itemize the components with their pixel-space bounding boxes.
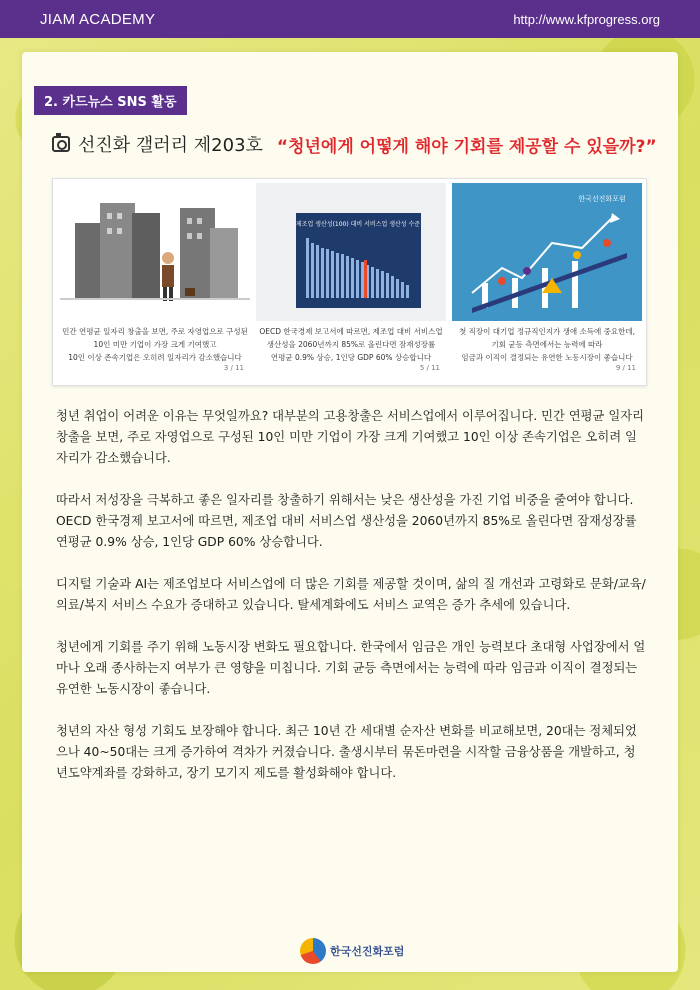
chart-title: 제조업 생산성(100) 대비 서비스업 생산성 수준: [295, 221, 421, 228]
caption-line: 10인 미만 기업이 가장 크게 기여했고: [93, 340, 217, 349]
camera-icon: [52, 136, 70, 152]
caption-line: OECD 한국경제 보고서에 따르면, 제조업 대비 서비스업: [259, 327, 443, 336]
forum-logo-icon: [300, 938, 326, 964]
buildings-illustration: [60, 183, 250, 321]
footer-logo-text: 한국선진화포럼: [330, 945, 405, 958]
paragraph: 청년 취업이 어려운 이유는 무엇일까요? 대부분의 고용창출은 서비스업에서 이루어집니다. 민간 연평균 일자리 창출을 보면, 주로 자영업으로 구성된 10인 미만 기업이 가장 크게 기여했고 10인 이상 존속기업은 오히려 일자리가 감소했습니다.: [56, 409, 644, 465]
header-bar: [0, 0, 700, 38]
caption-line: 기회 균등 측면에서는 능력에 따라: [491, 340, 603, 349]
site-url-link[interactable]: http://www.kfprogress.org: [513, 11, 660, 27]
card-page-number: 3 / 11: [223, 364, 244, 372]
card-caption: [60, 325, 250, 364]
section-badge: 2. 카드뉴스 SNS 활동: [34, 86, 187, 115]
caption-line: 임금과 이직이 결정되는 유연한 노동시장이 좋습니다: [461, 353, 633, 362]
brand-label: JIAM ACADEMY: [40, 10, 156, 28]
forum-logo-text: 한국선진화포럼: [578, 195, 626, 203]
gallery-title: 선진화 갤러리 제203호: [78, 135, 263, 156]
caption-line: 생산성을 2060년까지 85%로 올린다면 잠재성장률: [266, 340, 436, 349]
card-gallery: [52, 178, 647, 386]
productivity-chart-image: [256, 183, 446, 321]
caption-line: 첫 직장이 대기업 정규직인지가 생애 소득에 중요한데,: [458, 327, 636, 336]
card-page-number: 5 / 11: [419, 364, 440, 372]
card-caption: [452, 325, 642, 364]
card-caption: [256, 325, 446, 364]
growth-illustration: [452, 183, 642, 321]
article-body: [56, 406, 646, 805]
gallery-card-1[interactable]: [57, 183, 253, 381]
paragraph: 따라서 저성장을 극복하고 좋은 일자리를 창출하기 위해서는 낮은 생산성을 가진 기업 비중을 줄여야 합니다. OECD 한국경제 보고서에 따르면, 제조업 대비 서비스업 생산성을 2060년까지 85%로 올린다면 잠재성장률 연평균 0.9% 상승, 1인당 GDP 60% 상승합니다.: [56, 493, 637, 549]
caption-line: 10인 이상 존속기업은 오히려 일자리가 감소했습니다: [68, 353, 242, 362]
gallery-heading: [52, 131, 657, 157]
gallery-card-3[interactable]: [449, 183, 645, 381]
paragraph: 청년의 자산 형성 기회도 보장해야 합니다. 최근 10년 간 세대별 순자산 변화를 비교해보면, 20대는 정체되었으나 40~50대는 크게 증가하여 격차가 커졌습니다. 출생시부터 묶돈마련을 시작할 금융상품을 개발하고, 청년도약계좌를 강화하고, 장기 모기지 제도를 활성화해야 합니다.: [56, 724, 637, 780]
caption-line: 연평균 0.9% 상승, 1인당 GDP 60% 상승합니다: [270, 353, 432, 362]
footer-logo: [300, 938, 404, 964]
paragraph: 청년에게 기회를 주기 위해 노동시장 변화도 필요합니다. 한국에서 임금은 개인 능력보다 초대형 사업장에서 얼마나 오래 종사하는지 여부가 큰 영향을 미칩니다. 기회 균등 측면에서는 능력에 따라 임금과 이직이 결정되는 유연한 노동시장이 좋습니다.: [56, 640, 646, 696]
caption-line: 민간 연평균 일자리 창출을 보면, 주로 자영업으로 구성된: [62, 327, 248, 336]
card-page-number: 9 / 11: [615, 364, 636, 372]
paragraph: 디지털 기술과 AI는 제조업보다 서비스업에 더 많은 기회를 제공할 것이며, 삶의 질 개선과 고령화로 문화/교육/의료/복지 서비스 수요가 증대하고 있습니다. 탈세계화에도 서비스 교역은 증가 추세에 있습니다.: [56, 577, 646, 612]
gallery-card-2[interactable]: [253, 183, 449, 381]
gallery-quote: “청년에게 어떻게 해야 기회를 제공할 수 있을까?”: [276, 136, 657, 157]
